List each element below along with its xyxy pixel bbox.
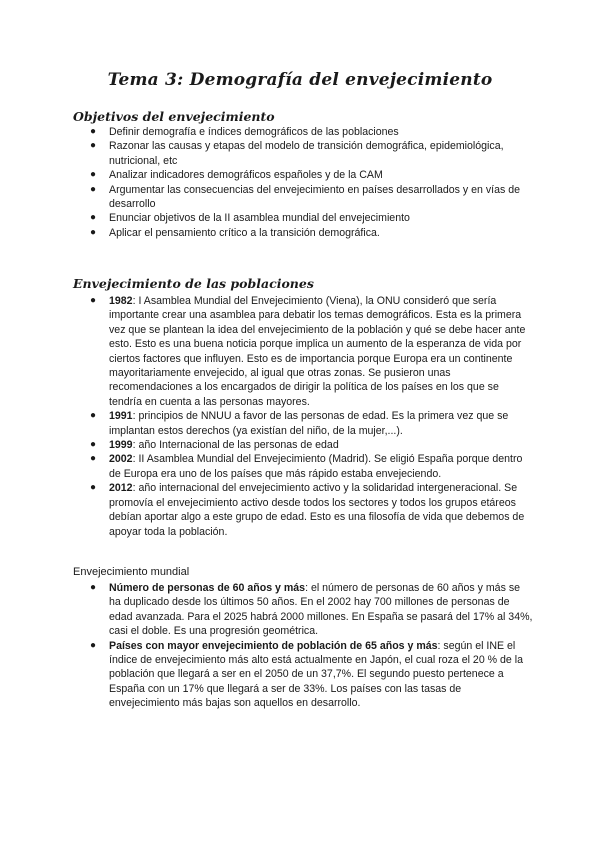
- list-item-text: Enunciar objetivos de la II asamblea mundial del envejecimiento: [109, 212, 410, 225]
- list-item: [73, 139, 533, 168]
- bullet-icon: ●: [90, 295, 97, 306]
- list-item-text: : II Asamblea Mundial del Envejecimiento (Madrid). Se eligió España porque dentro de Europa era uno de los países que más rápido estaba envejeciendo.: [109, 453, 523, 480]
- list-item-label: Número de personas de 60 años y más: [109, 582, 306, 594]
- list-item: [73, 452, 533, 481]
- bullet-icon: ●: [90, 226, 97, 238]
- list-item: [73, 183, 533, 212]
- list-item-text: : año internacional del envejecimiento activo y la solidaridad intergeneracional. Se promovía el envejecimiento activo desde todos los sectores y todos los grupos etáreos debían aportar algo a este grupo de edad. Esto es una filosofía de vida que debemos de apoyar toda la población.: [109, 482, 525, 538]
- mundial-list: [73, 581, 533, 711]
- list-item-text: : según el INE el índice de envejecimiento más alto está actualmente en Japón, el cual roza el 20 % de la población que llegará a ser en el 2050 de un 37,7%. El segundo puesto pertenece a España con un 17% que llegará a ser de 33%. Los países con las tasas de envejecimiento más bajas son aquellos en desarrollo.: [109, 639, 523, 710]
- list-item: [73, 211, 533, 225]
- list-item-text: : principios de NNUU a favor de las personas de edad. Es la primera vez que se implantan estos derechos (ya existían del niño, de la mujer,...).: [109, 410, 509, 437]
- list-item-text: Analizar indicadores demográficos españoles y de la CAM: [109, 169, 383, 182]
- list-item: [73, 409, 533, 438]
- list-item: [73, 438, 533, 452]
- list-item-text: : el número de personas de 60 años y más se ha duplicado desde los últimos 50 años. En el 2002 hay 700 millones de personas de edad avanzada. Para el 2025 habrá 2000 millones. En España se pasará del 17% al 34%, casi el doble. Es una progresión geométrica.: [109, 582, 533, 638]
- list-item: [73, 481, 533, 539]
- list-item-label: 1999: [109, 439, 133, 452]
- list-item-text: Aplicar el pensamiento crítico a la transición demográfica.: [109, 226, 380, 239]
- list-item: [73, 294, 533, 409]
- list-item: [73, 168, 533, 182]
- list-item-label: 1991: [109, 410, 133, 423]
- list-item: [73, 581, 533, 639]
- bullet-icon: ●: [90, 639, 97, 651]
- list-item: [73, 125, 533, 139]
- bullet-icon: ●: [90, 126, 97, 137]
- bullet-icon: ●: [90, 453, 97, 465]
- list-item-label: 2012: [109, 482, 133, 495]
- list-item: [73, 226, 533, 240]
- list-item-label: 2002: [109, 453, 133, 466]
- section-heading-envejecimiento-poblaciones: Envejecimiento de las poblaciones: [73, 276, 314, 291]
- bullet-icon: ●: [90, 410, 97, 422]
- bullet-icon: ●: [90, 140, 97, 152]
- objetivos-list: [73, 125, 533, 240]
- list-item-text: : I Asamblea Mundial del Envejecimiento (Viena), la ONU consideró que sería importante crear una asamblea para debatir los temas demográficos. Esta es la primera vez que se plantean la idea del envejecimiento de la población y qué se debe hacer ante esto. Esto es una buena noticia porque implica un aumento de la esperanza de vida por ciertos factores que influyen. Esto es de importancia porque Europa era un continente mayoritariamente envejecido, al igual que otras zonas. Se pusieron unas recomendaciones a los encargados de dirigir la política de los países en los que se tendría en cuenta a las personas mayores.: [109, 295, 526, 408]
- bullet-icon: ●: [90, 582, 97, 593]
- list-item-label: Países con mayor envejecimiento de población de 65 años y más: [109, 639, 438, 652]
- list-item-text: Definir demografía e índices demográficos de las poblaciones: [109, 126, 399, 138]
- page-title: Tema 3: Demografía del envejecimiento: [107, 70, 493, 90]
- poblaciones-list: [73, 294, 533, 539]
- list-item-text: Razonar las causas y etapas del modelo de transición demográfica, epidemiológica, nutricional, etc: [109, 140, 504, 167]
- bullet-icon: ●: [90, 183, 97, 195]
- list-item-text: : año Internacional de las personas de edad: [132, 439, 339, 452]
- section-heading-objetivos: Objetivos del envejecimiento: [73, 109, 275, 124]
- bullet-icon: ●: [90, 482, 97, 494]
- list-item-text: Argumentar las consecuencias del envejecimiento en países desarrollados y en vías de desarrollo: [109, 183, 521, 211]
- bullet-icon: ●: [90, 439, 97, 451]
- bullet-icon: ●: [90, 212, 97, 224]
- list-item: [73, 639, 533, 711]
- bullet-icon: ●: [90, 169, 97, 181]
- section-heading-envejecimiento-mundial: Envejecimiento mundial: [73, 566, 190, 578]
- list-item-label: 1982: [109, 295, 133, 307]
